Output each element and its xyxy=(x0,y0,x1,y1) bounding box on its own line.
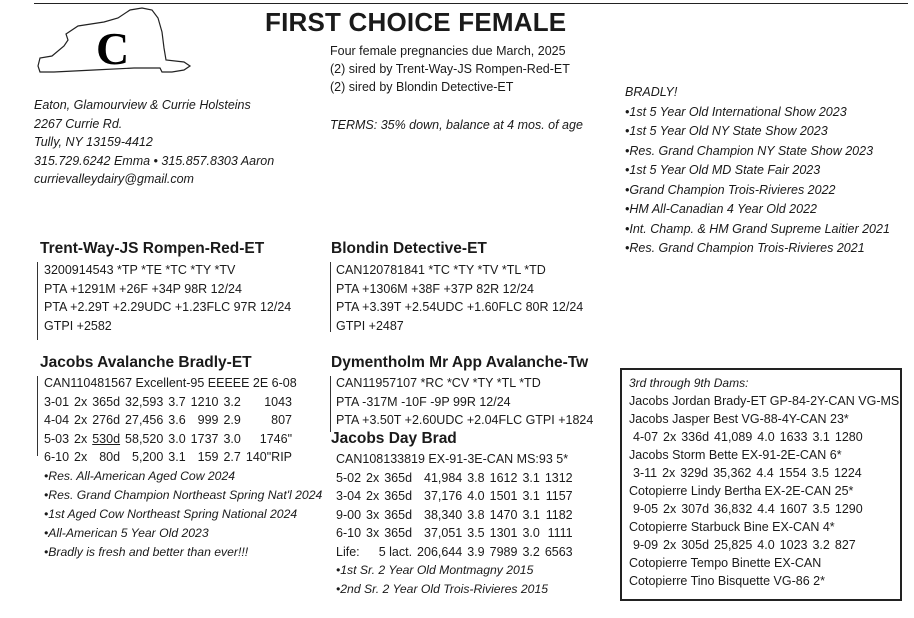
award-item: •Res. Grand Champion Trois-Rivieres 2021 xyxy=(625,241,865,255)
record-days: 530d xyxy=(92,431,121,446)
granddam-notes xyxy=(336,561,578,599)
table-row xyxy=(44,448,297,467)
record-days: 305d xyxy=(681,538,710,552)
record-fat-pct: 4.0 xyxy=(757,538,775,552)
dam-7-name: Cotopierre Starbuck Bine EX-CAN 4* xyxy=(629,520,835,534)
granddam-name: Jacobs Day Brad xyxy=(331,430,457,447)
record-days: 365d xyxy=(384,526,413,540)
record-days: 365d xyxy=(384,507,413,522)
sire-rompen-block xyxy=(40,240,264,258)
record-fat: 1470 xyxy=(489,507,518,522)
award-item: •1st 5 Year Old International Show 2023 xyxy=(625,104,847,119)
logo-letter: C xyxy=(96,23,130,74)
record-days: 329d xyxy=(680,466,709,480)
record-fat-pct: 4.0 xyxy=(757,430,775,444)
record-milking: 3x xyxy=(366,526,380,540)
dam-note: •1st Aged Cow Northeast Spring National 2024 xyxy=(44,506,298,521)
record-protein-pct: 3.2 xyxy=(812,538,830,552)
dam-6-name: Cotopierre Lindy Bertha EX-2E-CAN 25* xyxy=(629,484,854,498)
sire-detective-divider xyxy=(330,262,331,332)
lifetime-label: Life: xyxy=(336,544,360,559)
record-fat: 1210 xyxy=(190,394,219,409)
dam-note: •Res. Grand Champion Northeast Spring Nat'l 2024 xyxy=(44,487,323,502)
intro-line: (2) sired by Blondin Detective-ET xyxy=(330,80,514,94)
record-protein: 1182 xyxy=(545,507,573,522)
record-milk: 41,089 xyxy=(714,430,753,444)
record-milking: 2x xyxy=(366,470,380,485)
table-row xyxy=(633,536,861,554)
table-row xyxy=(633,428,868,446)
record-milk: 36,832 xyxy=(714,502,753,516)
record-milking: 2x xyxy=(74,413,88,427)
dam-4-record xyxy=(633,428,868,446)
record-protein: 1746" xyxy=(259,431,293,446)
sire-rompen-line: GTPI +2582 xyxy=(44,318,112,333)
sire-detective-line: PTA +3.39T +2.54UDC +1.60FLC 80R 12/24 xyxy=(336,300,584,314)
record-protein: 1157 xyxy=(545,489,573,503)
record-milk: 37,051 xyxy=(424,526,463,540)
record-age: 5-03 xyxy=(44,431,70,446)
dam-note: •Res. All-American Aged Cow 2024 xyxy=(44,468,236,483)
sire-detective-line: CAN120781841 *TC *TY *TV *TL *TD xyxy=(336,263,546,277)
record-days: 307d xyxy=(681,502,710,516)
record-age: 4-07 xyxy=(633,430,659,444)
record-age: 3-04 xyxy=(336,489,362,503)
dam-sire-divider xyxy=(330,376,331,432)
phone-line: 315.729.6242 Emma • 315.857.8303 Aaron xyxy=(34,153,275,168)
record-milking: 2x xyxy=(662,466,676,480)
record-protein: 1111 xyxy=(547,526,573,540)
record-milking: 2x xyxy=(74,394,88,409)
dams-heading: 3rd through 9th Dams: xyxy=(629,376,749,390)
record-fat-pct: 3.1 xyxy=(168,450,186,464)
record-protein-pct: 3.2 xyxy=(223,394,241,409)
dam-8-name: Cotopierre Tempo Binette EX-CAN xyxy=(629,556,822,570)
record-fat-pct: 3.8 xyxy=(467,507,485,522)
intro-line: (2) sired by Trent-Way-JS Rompen-Red-ET xyxy=(330,62,570,76)
terms-line: TERMS: 35% down, balance at 4 mos. of age xyxy=(330,118,583,132)
record-protein-pct: 3.0 xyxy=(522,526,540,540)
dam-sire-block xyxy=(331,354,588,372)
dam-details xyxy=(44,374,322,562)
record-days: 365d xyxy=(384,470,413,485)
sire-detective-line: GTPI +2487 xyxy=(336,318,404,333)
sire-detective-name: Blondin Detective-ET xyxy=(331,240,487,257)
record-protein-pct: 3.1 xyxy=(812,430,830,444)
granddam-details xyxy=(336,450,578,599)
record-age: 5-02 xyxy=(336,470,362,485)
record-age: 4-04 xyxy=(44,413,70,427)
award-item: •1st 5 Year Old MD State Fair 2023 xyxy=(625,163,821,177)
record-fat: 1633 xyxy=(779,430,808,444)
record-fat-pct: 3.0 xyxy=(168,431,186,446)
record-protein-pct: 3.5 xyxy=(812,502,830,516)
record-protein: 140"RIP xyxy=(245,450,293,464)
award-item: •1st 5 Year Old NY State Show 2023 xyxy=(625,124,828,138)
award-item: •Res. Grand Champion NY State Show 2023 xyxy=(625,143,874,158)
table-row xyxy=(336,487,578,506)
record-protein: 1290 xyxy=(834,502,863,516)
record-milking: 2x xyxy=(74,450,88,464)
sire-detective-block xyxy=(331,240,487,258)
record-age: 9-09 xyxy=(633,538,659,552)
granddam-note: •1st Sr. 2 Year Old Montmagny 2015 xyxy=(336,563,534,577)
record-protein-pct: 3.5 xyxy=(811,466,829,480)
record-protein: 807 xyxy=(271,413,293,427)
address-line: 2267 Currie Rd. xyxy=(34,116,123,131)
record-protein-pct: 3.0 xyxy=(223,431,241,446)
record-milk: 27,456 xyxy=(125,413,164,427)
record-fat: 1023 xyxy=(779,538,808,552)
table-row-lifetime xyxy=(336,543,578,562)
record-milk: 32,593 xyxy=(125,394,164,409)
record-milking: 2x xyxy=(74,431,88,446)
sire-detective-details xyxy=(336,261,583,335)
dam-5-name: Jacobs Storm Bette EX-91-2E-CAN 6* xyxy=(629,448,842,462)
table-row xyxy=(336,524,578,543)
record-milk: 58,520 xyxy=(125,431,164,446)
record-protein: 1280 xyxy=(834,430,863,444)
dam-4-name: Jacobs Jasper Best VG-88-4Y-CAN 23* xyxy=(629,412,849,426)
dam-block xyxy=(40,354,252,372)
bradly-awards xyxy=(625,83,890,259)
awards-heading: BRADLY! xyxy=(625,85,678,99)
record-fat-pct: 3.5 xyxy=(467,526,485,540)
award-item: •HM All-Canadian 4 Year Old 2022 xyxy=(625,202,817,216)
table-row xyxy=(336,506,578,525)
record-fat: 159 xyxy=(197,450,219,464)
offering-intro xyxy=(330,42,570,96)
record-protein-pct: 2.7 xyxy=(223,450,241,464)
lifetime-fat-pct: 3.9 xyxy=(467,544,485,559)
granddam-note: •2nd Sr. 2 Year Old Trois-Rivieres 2015 xyxy=(336,582,548,596)
dam-sire-line: PTA -317M -10F -9P 99R 12/24 xyxy=(336,394,511,409)
record-days: 276d xyxy=(92,413,121,427)
farm-name: Eaton, Glamourview & Currie Holsteins xyxy=(34,98,251,112)
record-milk: 38,340 xyxy=(424,507,463,522)
record-fat: 1501 xyxy=(489,489,518,503)
record-protein: 1224 xyxy=(833,466,862,480)
dam-note: •Bradly is fresh and better than ever!!! xyxy=(44,544,249,559)
sire-rompen-line: PTA +2.29T +2.29UDC +1.23FLC 97R 12/24 xyxy=(44,300,292,314)
record-milk: 25,825 xyxy=(714,538,753,552)
record-fat: 1612 xyxy=(489,470,518,485)
dam-id-line: CAN110481567 Excellent-95 EEEEE 2E 6-08 xyxy=(44,376,297,390)
intro-line: Four female pregnancies due March, 2025 xyxy=(330,44,566,58)
dam-records-table xyxy=(44,393,297,467)
table-row xyxy=(44,430,297,449)
record-fat: 1737 xyxy=(190,431,219,446)
record-fat: 1301 xyxy=(489,526,518,540)
record-milk: 35,362 xyxy=(713,466,752,480)
dam-divider xyxy=(37,376,38,456)
record-age: 3-01 xyxy=(44,394,70,409)
email-line: currievalleydairy@gmail.com xyxy=(34,172,194,186)
contact-info xyxy=(34,96,274,189)
sire-rompen-divider xyxy=(37,262,38,340)
record-days: 365d xyxy=(92,394,121,409)
sire-rompen-line: 3200914543 *TP *TE *TC *TY *TV xyxy=(44,263,236,277)
record-milking: 2x xyxy=(663,502,677,516)
table-row xyxy=(633,500,868,518)
table-row xyxy=(633,464,867,482)
dam-6-record xyxy=(633,500,868,518)
record-milking: 3x xyxy=(366,507,380,522)
record-age: 9-05 xyxy=(633,502,659,516)
sire-rompen-details xyxy=(44,261,291,335)
record-fat-pct: 3.8 xyxy=(467,470,485,485)
sire-rompen-line: PTA +1291M +26F +34P 98R 12/24 xyxy=(44,281,242,296)
dam-3-name: Jacobs Jordan Brady-ET GP-84-2Y-CAN VG-MS xyxy=(629,394,900,408)
dam-5-record xyxy=(633,464,867,482)
sire-rompen-name: Trent-Way-JS Rompen-Red-ET xyxy=(40,240,265,257)
page-title: FIRST CHOICE FEMALE xyxy=(265,7,567,37)
table-row xyxy=(44,393,297,412)
record-age: 3-11 xyxy=(633,466,658,480)
dam-note: •All-American 5 Year Old 2023 xyxy=(44,525,209,540)
record-protein-pct: 3.1 xyxy=(522,507,540,522)
lifetime-milk: 206,644 xyxy=(417,544,463,559)
record-fat: 1554 xyxy=(778,466,807,480)
record-fat-pct: 4.4 xyxy=(757,502,775,516)
record-milking: 2x xyxy=(366,489,380,503)
award-item: •Int. Champ. & HM Grand Supreme Laitier 2021 xyxy=(625,221,890,236)
table-row xyxy=(44,411,297,430)
record-protein-pct: 3.1 xyxy=(522,489,540,503)
record-protein: 1043 xyxy=(264,394,293,409)
record-milk: 41,984 xyxy=(424,470,463,485)
record-protein: 1312 xyxy=(544,470,573,485)
ancestor-dams-box xyxy=(620,368,902,601)
record-fat: 999 xyxy=(197,413,219,427)
dam-sire-name: Dymentholm Mr App Avalanche-Tw xyxy=(331,354,589,371)
city-line: Tully, NY 13159-4412 xyxy=(34,135,153,149)
table-row xyxy=(336,469,578,488)
lifetime-protein: 6563 xyxy=(544,544,573,559)
granddam-block xyxy=(331,430,457,448)
award-item: •Grand Champion Trois-Rivieres 2022 xyxy=(625,182,836,197)
record-fat-pct: 3.6 xyxy=(168,413,186,427)
granddam-id-line: CAN108133819 EX-91-3E-CAN MS:93 5* xyxy=(336,452,569,466)
lifetime-protein-pct: 3.2 xyxy=(522,544,540,559)
record-milking: 2x xyxy=(663,538,677,552)
record-fat: 1607 xyxy=(779,502,808,516)
record-milk: 5,200 xyxy=(132,450,164,464)
dam-name: Jacobs Avalanche Bradly-ET xyxy=(40,354,252,371)
ny-state-logo-icon xyxy=(34,4,194,84)
dam-notes xyxy=(44,467,322,562)
record-fat-pct: 3.7 xyxy=(168,394,186,409)
dam-9-name: Cotopierre Tino Bisquette VG-86 2* xyxy=(629,574,825,588)
sire-detective-line: PTA +1306M +38F +37P 82R 12/24 xyxy=(336,281,534,296)
record-age: 9-00 xyxy=(336,507,362,522)
record-days: 80d xyxy=(99,450,121,464)
dam-7-record xyxy=(633,536,861,554)
record-age: 6-10 xyxy=(336,526,362,540)
granddam-records-table xyxy=(336,469,578,562)
dam-sire-line: PTA +3.50T +2.60UDC +2.04FLC GTPI +1824 xyxy=(336,413,594,427)
lifetime-fat: 7989 xyxy=(489,544,518,559)
record-milk: 37,176 xyxy=(424,489,463,503)
record-fat-pct: 4.0 xyxy=(467,489,485,503)
record-days: 336d xyxy=(681,430,710,444)
record-fat-pct: 4.4 xyxy=(756,466,774,480)
record-age: 6-10 xyxy=(44,450,70,464)
dam-sire-line: CAN11957107 *RC *CV *TY *TL *TD xyxy=(336,376,541,390)
dam-sire-details xyxy=(336,374,593,430)
record-protein-pct: 3.1 xyxy=(522,470,540,485)
record-milking: 2x xyxy=(663,430,677,444)
record-protein-pct: 2.9 xyxy=(223,413,241,427)
record-days: 365d xyxy=(384,489,413,503)
lifetime-lactations: 5 lact. xyxy=(378,544,413,559)
record-protein: 827 xyxy=(834,538,856,552)
